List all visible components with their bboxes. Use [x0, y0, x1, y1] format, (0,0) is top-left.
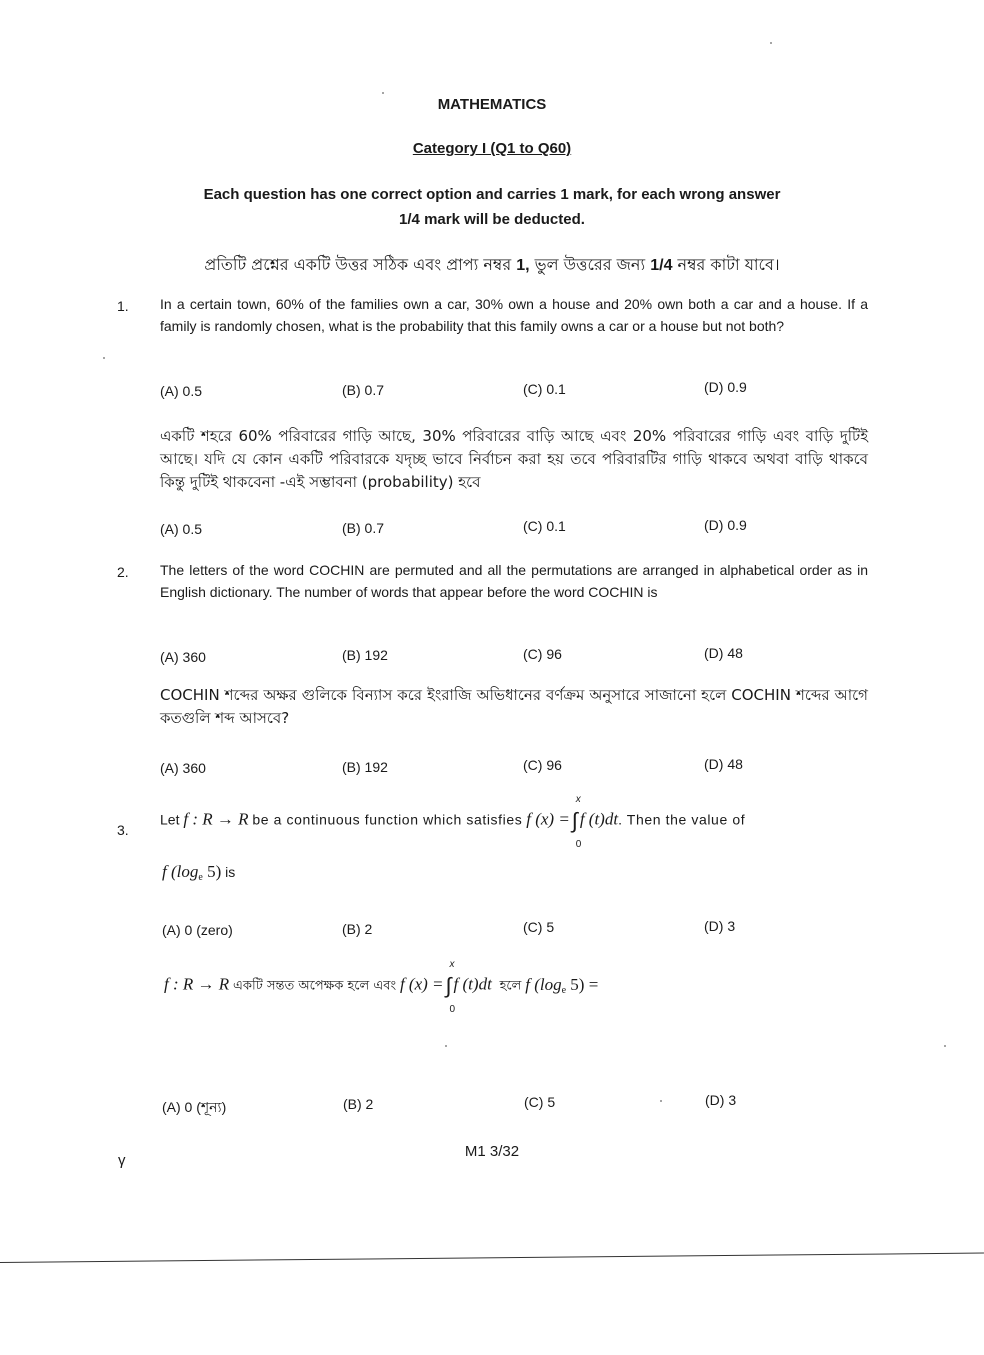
log-text: f (log [525, 974, 562, 994]
question-value-expression [162, 862, 235, 883]
question-number: 2. [117, 564, 129, 580]
text-fragment: Let [160, 811, 180, 828]
integral-sign: ∫ x 0 [571, 794, 582, 850]
instruction-line-1: Each question has one correct option and carries 1 mark, for each wrong answer [203, 186, 781, 203]
log-expression [525, 975, 598, 994]
log-base: e [561, 984, 567, 996]
option-b-bn: (B) 2 [343, 1096, 374, 1112]
integral-sign: ∫ x 0 [445, 959, 456, 1015]
integrand: f (t)dt [579, 809, 619, 829]
integral-lower-limit: 0 [449, 1004, 456, 1015]
question-number: 3. [117, 822, 129, 838]
option-c-bn: (C) 0.1 [523, 518, 566, 534]
question-text-bengali: একটি শহরে 60% পরিবারের গাড়ি আছে, 30% পরিবারের বাড়ি আছে এবং 20% পরিবারের গাড়ি এবং বাড়ি দুটিই আছে। যদি যে কোন একটি পরিবারকে যদৃচ্ছ ভাবে নির্বাচন করা হয় তবে পরিবারটির গাড়ি থাকবে অথবা বাড়ি থাকবে কিন্তু দুটিই থাকবেনা -এই সম্ভাবনা (probability) হবে [160, 427, 868, 491]
option-b-bn: (B) 0.7 [342, 520, 385, 536]
scan-speck [944, 1045, 946, 1047]
function-mapping: f : R → R [164, 974, 230, 994]
question-text-english: The letters of the word COCHIN are permuted and all the permutations are arranged in alphabetical order as in English dictionary. The number of words that appear before the word COCHIN is [160, 562, 868, 600]
instruction-bn-text: নম্বর কাটা যাবে। [672, 255, 780, 274]
option-c: (C) 0.1 [523, 381, 566, 397]
question-text-bengali: COCHIN শব্দের অক্ষর গুলিকে বিন্যাস করে ইংরাজি অভিধানের বর্ণক্রম অনুসারে সাজানো হলে COCHIN শব্দের আগে কতগুলি শব্দ আসবে? [160, 686, 868, 727]
log-text: f (log [162, 862, 199, 881]
instruction-bn-mark: 1, [516, 257, 530, 274]
text-fragment: একটি সন্তত অপেক্ষক হলে এবং [233, 978, 397, 994]
option-a-bn: (A) 360 [160, 760, 206, 776]
scan-speck [382, 92, 384, 94]
log-base: e [198, 872, 203, 883]
option-b: (B) 0.7 [342, 382, 385, 398]
instructions-english [150, 182, 834, 232]
option-d: (D) 3 [704, 918, 736, 934]
corner-mark: γ [118, 1152, 126, 1169]
option-b: (B) 192 [342, 647, 388, 663]
option-d-bn: (D) 0.9 [704, 517, 747, 533]
instruction-bn-text: প্রতিটি প্রশ্নের একটি উত্তর সঠিক এবং প্রাপ্য নম্বর [204, 255, 517, 274]
question-number: 1. [117, 298, 129, 314]
scan-speck [770, 42, 772, 44]
instruction-line-2: 1/4 mark will be deducted. [399, 211, 585, 228]
option-d: (D) 0.9 [704, 379, 747, 395]
scan-speck [660, 1100, 662, 1102]
integral-upper-limit: x [575, 794, 581, 805]
option-a-bn: (A) 0.5 [160, 521, 203, 537]
option-b: (B) 2 [342, 921, 373, 937]
question-text-english: In a certain town, 60% of the families own a car, 30% own a house and 20% own both a car and a house. If a family is randomly chosen, what is the probability that this family owns a car or a house but not both? [160, 296, 868, 334]
instructions-bengali [150, 252, 834, 279]
option-d-bn: (D) 3 [705, 1092, 737, 1108]
equation-lhs: f (x) = [526, 809, 570, 829]
instruction-bn-deduction: 1/4 [650, 257, 673, 274]
function-mapping: f : R → R [183, 809, 249, 829]
option-c: (C) 5 [523, 919, 555, 935]
scan-speck [103, 357, 105, 359]
integral-upper-limit: x [449, 959, 455, 970]
page-number: M1 3/32 [464, 1143, 520, 1160]
option-a-bn: (A) 0 (শূন্য) [162, 1099, 227, 1115]
option-a: (A) 0.5 [160, 383, 203, 399]
log-argument: 5) [207, 862, 222, 881]
option-a: (A) 360 [160, 649, 206, 665]
log-argument: 5) = [570, 974, 599, 994]
text-fragment: হলে [499, 978, 522, 994]
integrand: f (t)dt [453, 974, 492, 994]
option-c-bn: (C) 96 [523, 757, 562, 773]
option-c: (C) 96 [523, 646, 562, 662]
option-c-bn: (C) 5 [524, 1094, 556, 1110]
subject-title: MATHEMATICS [437, 96, 547, 113]
instruction-bn-text: ভুল উত্তরের জন্য [529, 255, 651, 274]
equation-lhs: f (x) = [399, 974, 444, 994]
option-b-bn: (B) 192 [342, 759, 388, 775]
text-fragment: is [225, 864, 236, 880]
option-d: (D) 48 [704, 645, 743, 661]
text-fragment: . Then the value of [618, 811, 746, 828]
category-heading: Category I (Q1 to Q60) [412, 140, 572, 157]
option-a: (A) 0 (zero) [162, 922, 233, 938]
question-text-english [160, 794, 870, 850]
integral-lower-limit: 0 [575, 839, 582, 850]
page-bottom-rule [0, 1253, 984, 1263]
log-expression [162, 862, 221, 881]
scan-speck [445, 1045, 447, 1047]
text-fragment: be a continuous function which satisfies [252, 811, 523, 828]
question-text-bengali [164, 959, 599, 1015]
option-d-bn: (D) 48 [704, 756, 743, 772]
